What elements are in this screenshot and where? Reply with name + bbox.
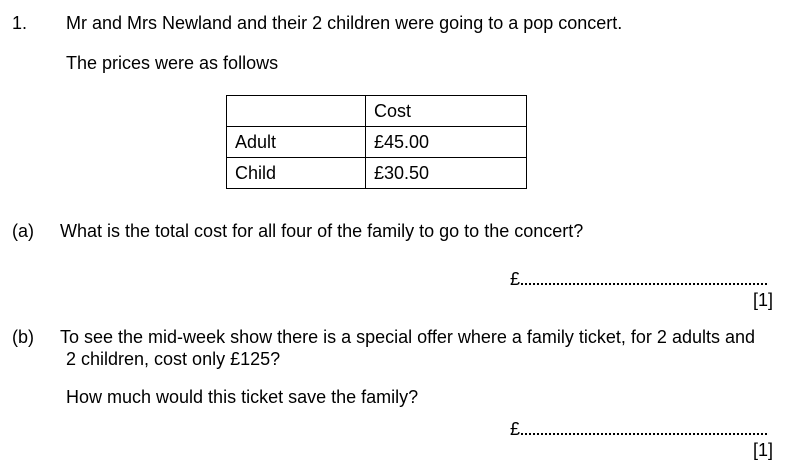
part-b-answer-line[interactable] (510, 418, 767, 440)
part-b-text-line1: To see the mid-week show there is a special offer where a family ticket, for 2 adults and (60, 327, 756, 347)
answer-dotted-line (521, 271, 767, 285)
part-a-text: What is the total cost for all four of the family to go to the concert? (60, 221, 584, 241)
question-number: 1. (12, 13, 28, 33)
question-intro: Mr and Mrs Newland and their 2 children were going to a pop concert. (66, 13, 623, 33)
part-a-marks: [1] (753, 290, 774, 310)
part-a-label: (a) (12, 221, 34, 241)
answer-dotted-line (521, 421, 767, 435)
prices-intro: The prices were as follows (66, 53, 279, 73)
pound-sign: £ (510, 269, 521, 289)
part-b-label: (b) (12, 327, 34, 347)
table-cell-label: Child (227, 158, 366, 189)
table-row (227, 158, 527, 189)
part-a-answer-line[interactable] (510, 268, 767, 290)
pound-sign: £ (510, 419, 521, 439)
part-b-question: How much would this ticket save the family? (66, 387, 419, 407)
table-row (227, 127, 527, 158)
table-cell-cost: £45.00 (366, 127, 527, 158)
table-cell-cost: £30.50 (366, 158, 527, 189)
table-header-cell: Cost (366, 96, 527, 127)
table-header-row (227, 96, 527, 127)
table-header-cell (227, 96, 366, 127)
part-b-text-line2: 2 children, cost only £125? (66, 349, 281, 369)
part-b-marks: [1] (753, 440, 774, 460)
table-cell-label: Adult (227, 127, 366, 158)
price-table (226, 95, 527, 189)
